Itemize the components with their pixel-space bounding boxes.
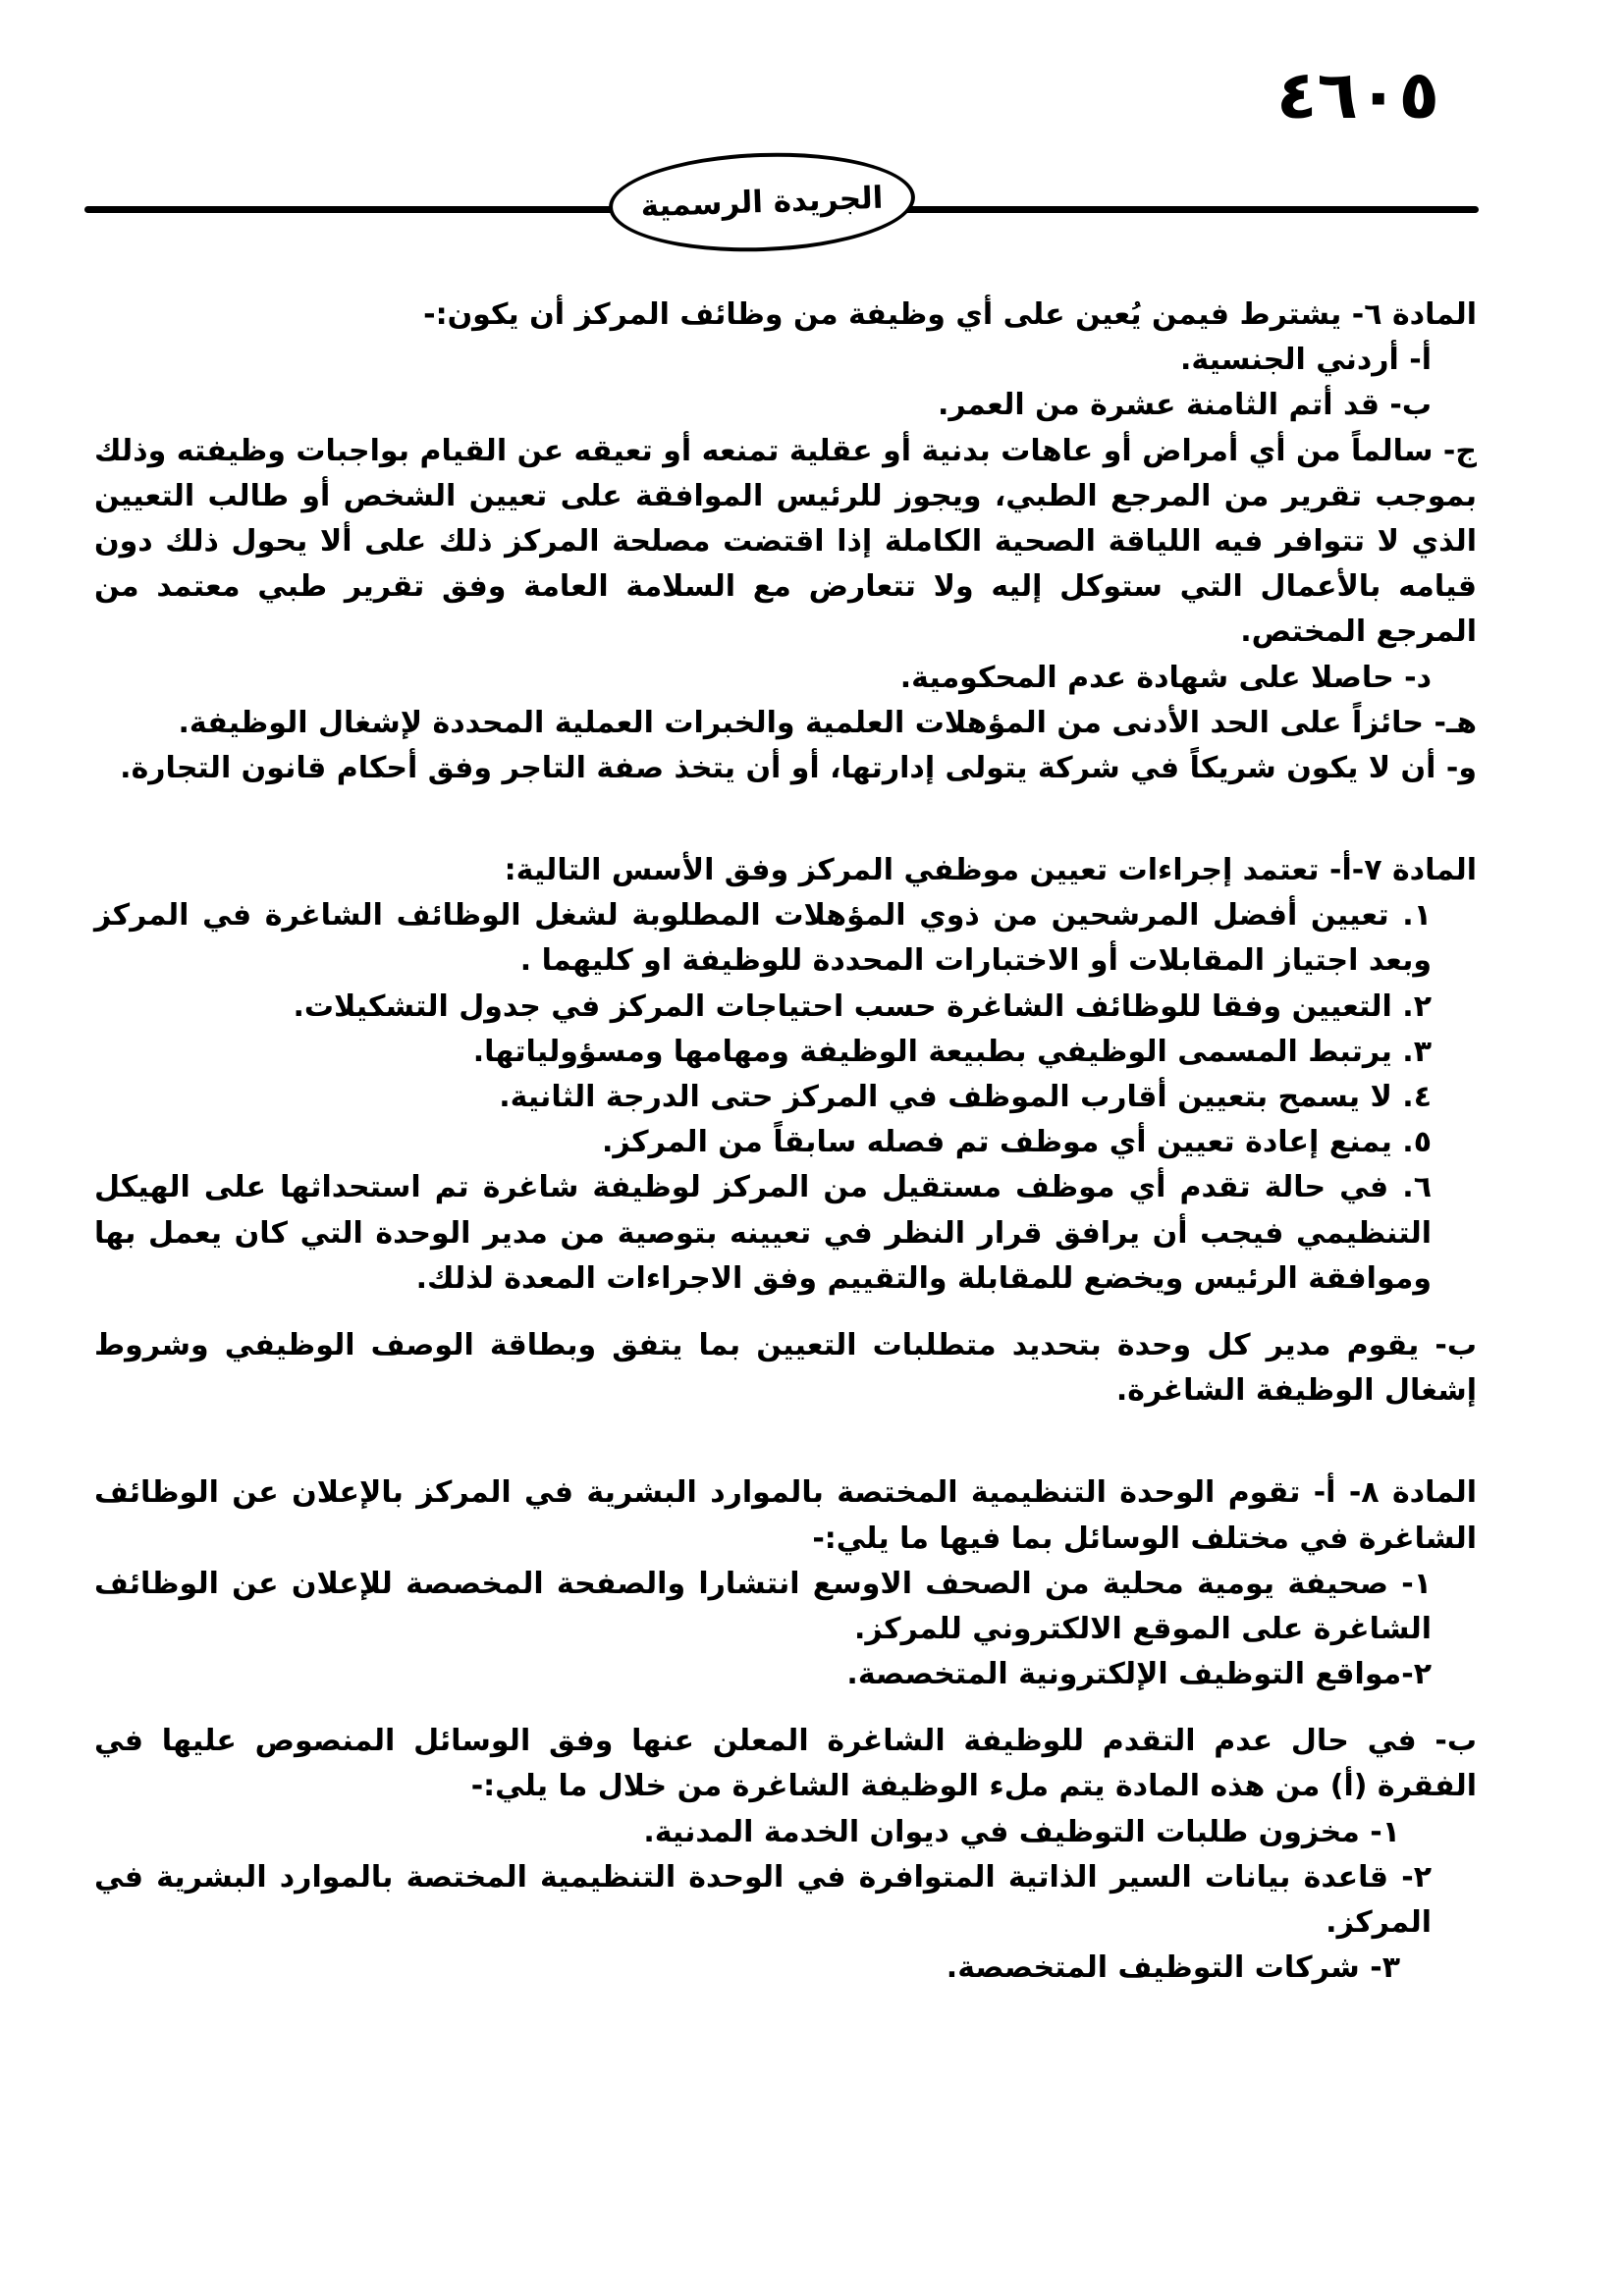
article8-b-item-3: ٣- شركات التوظيف المتخصصة. bbox=[946, 1950, 1400, 1986]
article7-item-6: ٦. في حالة تقدم أي موظف مستقيل من المركز لوظيفة شاغرة تم استحداثها على الهيكل التنظيمي فيجب أن يرافق قرار النظر في تعيينه بتوصية من مدير الوحدة التي كان يعمل بها وموافقة الرئيس ويخضع للمقابلة والتقييم وفق الاجراءات المعدة لذلك. bbox=[94, 1170, 1432, 1296]
article6-item-a: أ- أردني الجنسية. bbox=[1180, 343, 1432, 378]
article7-heading: المادة ٧-أ- تعتمد إجراءات تعيين موظفي المركز وفق الأسس التالية: bbox=[504, 853, 1477, 888]
article6-item-w: و- أن لا يكون شريكاً في شركة يتولى إدارتها، أو أن يتخذ صفة التاجر وفق أحكام قانون التجارة. bbox=[120, 750, 1477, 785]
article6-heading: المادة ٦- يشترط فيمن يُعين على أي وظيفة من وظائف المركز أن يكون:- bbox=[423, 297, 1477, 332]
article6-item-h: هـ- حائزاً على الحد الأدنى من المؤهلات العلمية والخبرات العملية المحددة لإشغال الوظيفة. bbox=[178, 705, 1477, 740]
article6-item-b: ب- قد أتم الثامنة عشرة من العمر. bbox=[938, 388, 1432, 423]
article7-item-2: ٢. التعيين وفقا للوظائف الشاغرة حسب احتياجات المركز في جدول التشكيلات. bbox=[293, 988, 1432, 1024]
article6-item-d: د- حاصلا على شهادة عدم المحكومية. bbox=[899, 660, 1432, 695]
document-body bbox=[94, 293, 1477, 1991]
article7-item-b: ب- يقوم مدير كل وحدة بتحديد متطلبات التعيين بما يتفق وبطاقة الوصف الوظيفي وشروط إشغال الوظيفة الشاغرة. bbox=[94, 1327, 1477, 1409]
article8-heading: المادة ٨- أ- تقوم الوحدة التنظيمية المختصة بالموارد البشرية في المركز بالإعلان عن الوظائف الشاغرة في مختلف الوسائل بما فيها ما يلي:- bbox=[94, 1475, 1477, 1556]
gazette-title: الجريدة الرسمية bbox=[640, 180, 884, 225]
article8-b-item-2: ٢- قاعدة بيانات السير الذاتية المتوافرة في الوحدة التنظيمية المختصة بالموارد البشرية في المركز. bbox=[94, 1859, 1432, 1940]
page-header bbox=[0, 0, 1624, 257]
article8-a-item-2: ٢-مواقع التوظيف الإلكترونية المتخصصة. bbox=[846, 1657, 1432, 1692]
page-number: ٤٦٠٥ bbox=[1275, 57, 1439, 134]
gazette-title-oval bbox=[607, 148, 916, 257]
article6-item-j: ج- سالماً من أي أمراض أو عاهات بدنية أو عقلية تمنعه أو تعيقه عن القيام بواجبات وظيفته وذلك بموجب تقرير من المرجع الطبي، ويجوز للرئيس الموافقة على تعيين الشخص أو طالب التعيين الذي لا تتوافر فيه اللياقة الصحية الكاملة إذا اقتضت مصلحة المركز ذلك على ألا يحول ذلك دون قيامه بالأعمال التي ستوكل إليه ولا تتعارض مع السلامة العامة وفق تقرير طبي معتمد من المرجع المختص. bbox=[94, 433, 1477, 650]
article8-a-item-1: ١- صحيفة يومية محلية من الصحف الاوسع انتشارا والصفحة المخصصة للإعلان عن الوظائف الشاغرة على الموقع الالكتروني للمركز. bbox=[94, 1566, 1432, 1646]
article7-item-5: ٥. يمنع إعادة تعيين أي موظف تم فصله سابقاً من المركز. bbox=[602, 1125, 1432, 1160]
article7-item-1: ١. تعيين أفضل المرشحين من ذوي المؤهلات المطلوبة لشغل الوظائف الشاغرة في المركز وبعد اجتياز المقابلات أو الاختبارات المحددة للوظيفة او كليهما . bbox=[94, 898, 1432, 979]
article7-item-3: ٣. يرتبط المسمى الوظيفي بطبيعة الوظيفة ومهامها ومسؤولياتها. bbox=[472, 1034, 1432, 1069]
article7-item-4: ٤. لا يسمح بتعيين أقارب الموظف في المركز حتى الدرجة الثانية. bbox=[499, 1080, 1432, 1114]
article8-item-b: ب- في حال عدم التقدم للوظيفة الشاغرة المعلن عنها وفق الوسائل المنصوص عليها في الفقرة (أ) من هذه المادة يتم ملء الوظيفة الشاغرة من خلال ما يلي:- bbox=[94, 1724, 1477, 1804]
article8-b-item-1: ١- مخزون طلبات التوظيف في ديوان الخدمة المدنية. bbox=[643, 1814, 1400, 1849]
